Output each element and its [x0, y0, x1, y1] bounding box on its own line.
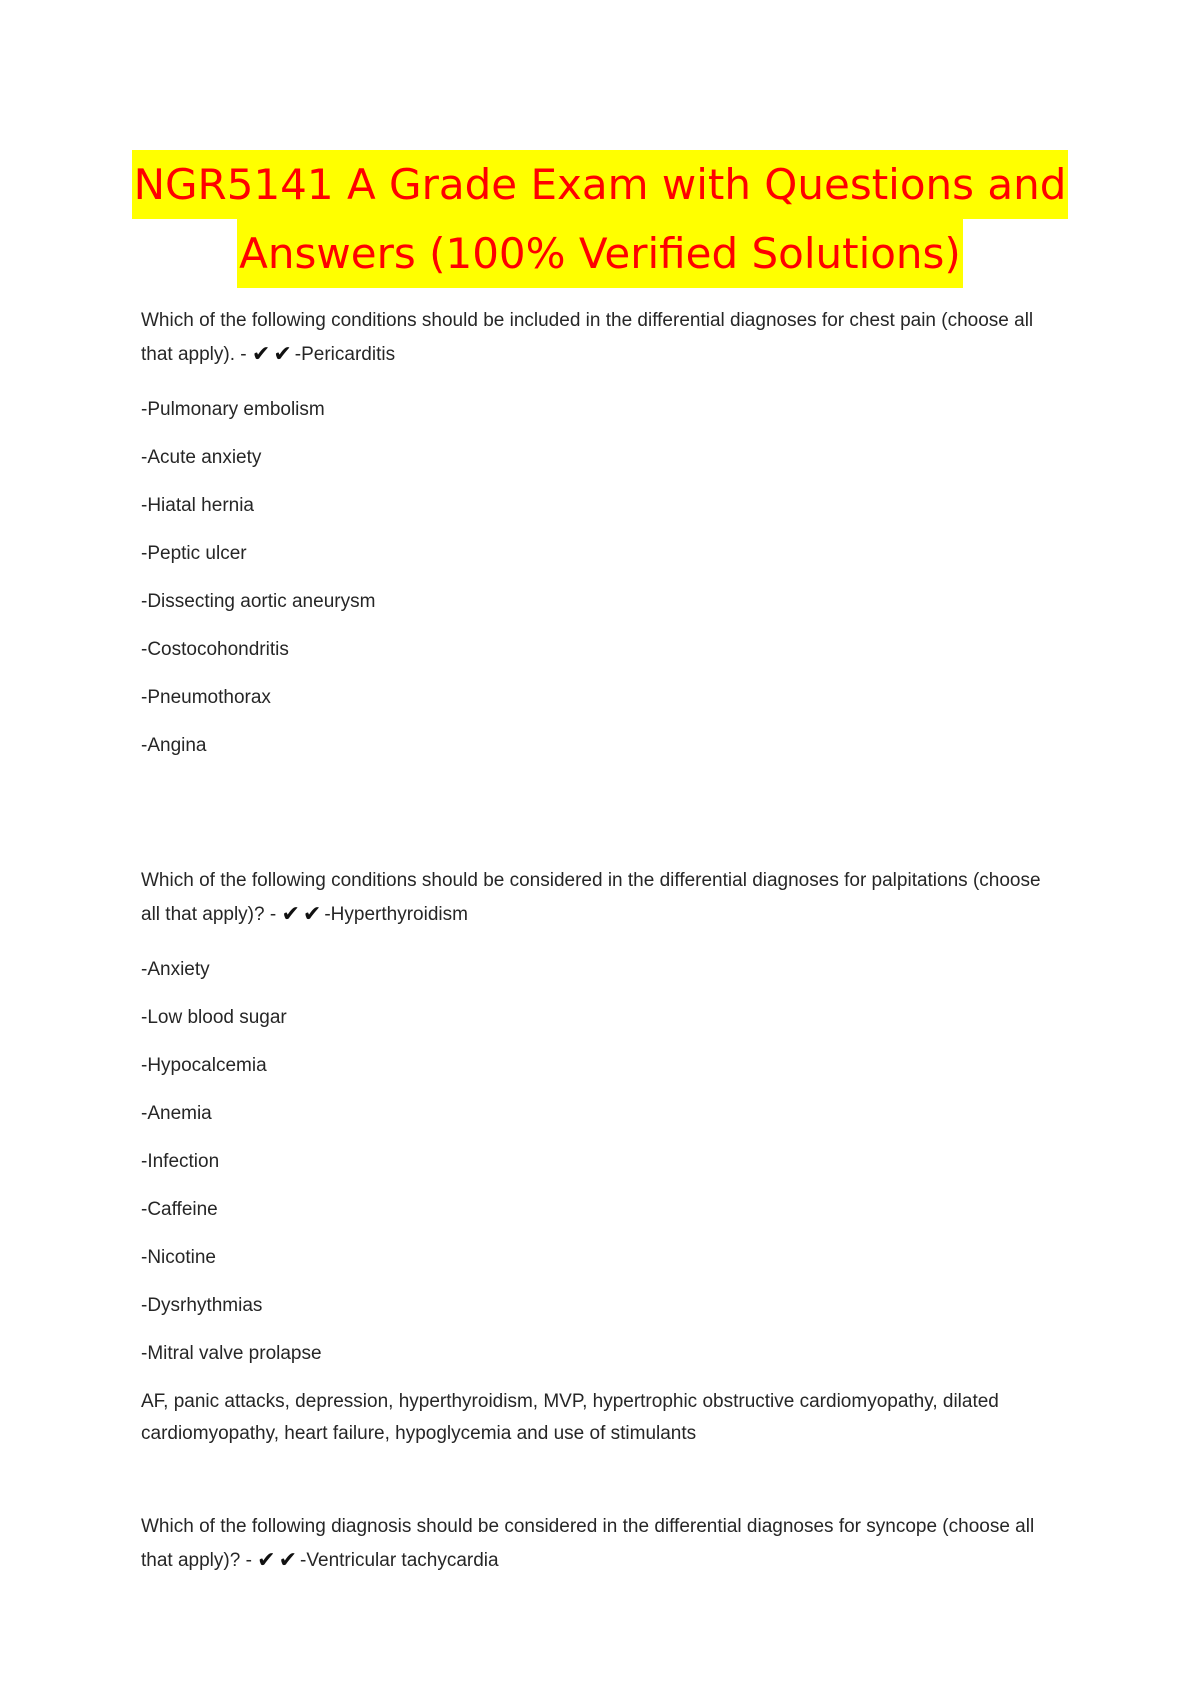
answer-item: -Low blood sugar	[141, 1007, 287, 1028]
first-answer: -Ventricular tachycardia	[300, 1550, 499, 1571]
answer-item: -Hypocalcemia	[141, 1055, 267, 1076]
document-body	[141, 304, 1061, 1578]
question-text	[141, 1510, 1061, 1578]
first-answer: -Pericarditis	[294, 344, 396, 365]
check-icon: ✔	[278, 1548, 298, 1573]
answer-item: -Dissecting aortic aneurysm	[141, 591, 376, 612]
check-icon: ✔	[302, 902, 322, 927]
answer-item: -Anxiety	[141, 959, 210, 980]
answer-item: -Mitral valve prolapse	[141, 1343, 322, 1364]
answer-item: -Anemia	[141, 1103, 212, 1124]
question-block-palpitations	[141, 864, 1061, 1450]
question-prompt: Which of the following conditions should be considered in the differential diagnoses for palpitations (choose all that apply)? -	[141, 870, 1041, 925]
answer-item: -Pneumothorax	[141, 687, 271, 708]
check-icon: ✔	[281, 902, 300, 927]
question-block-chest-pain	[141, 304, 1061, 770]
answer-item: -Infection	[141, 1151, 220, 1172]
answer-item: -Hiatal hernia	[141, 495, 254, 516]
answer-item: -Dysrhythmias	[141, 1295, 263, 1316]
answer-list	[141, 386, 1061, 770]
question-prompt: Which of the following diagnosis should be considered in the differential diagnoses for syncope (choose all that apply)? -	[141, 1516, 1035, 1571]
answer-item: -Pulmonary embolism	[141, 399, 325, 420]
answer-item: -Acute anxiety	[141, 447, 262, 468]
check-icon: ✔	[251, 342, 271, 367]
answer-note: AF, panic attacks, depression, hyperthyroidism, MVP, hypertrophic obstructive cardiomyopathy, dilated cardiomyopathy, heart failure, hypoglycemia and use of stimulants	[141, 1391, 999, 1444]
answer-item: -Nicotine	[141, 1247, 216, 1268]
first-answer: -Hyperthyroidism	[324, 904, 468, 925]
answer-item: -Costocohondritis	[141, 639, 289, 660]
answer-list	[141, 946, 1061, 1378]
answer-item: -Angina	[141, 735, 207, 756]
answer-item: -Peptic ulcer	[141, 543, 247, 564]
title-line-2: Answers (100% Verified Solutions)	[237, 219, 963, 288]
check-icon: ✔	[273, 342, 292, 367]
question-prompt: Which of the following conditions should be included in the differential diagnoses for chest pain (choose all that apply). -	[141, 310, 1034, 365]
title-line-1: NGR5141 A Grade Exam with Questions and	[132, 150, 1069, 219]
page-title	[0, 150, 1200, 288]
question-text	[141, 304, 1061, 372]
question-block-syncope	[141, 1510, 1061, 1578]
question-text	[141, 864, 1061, 932]
check-icon: ✔	[257, 1548, 276, 1573]
answer-item: -Caffeine	[141, 1199, 218, 1220]
